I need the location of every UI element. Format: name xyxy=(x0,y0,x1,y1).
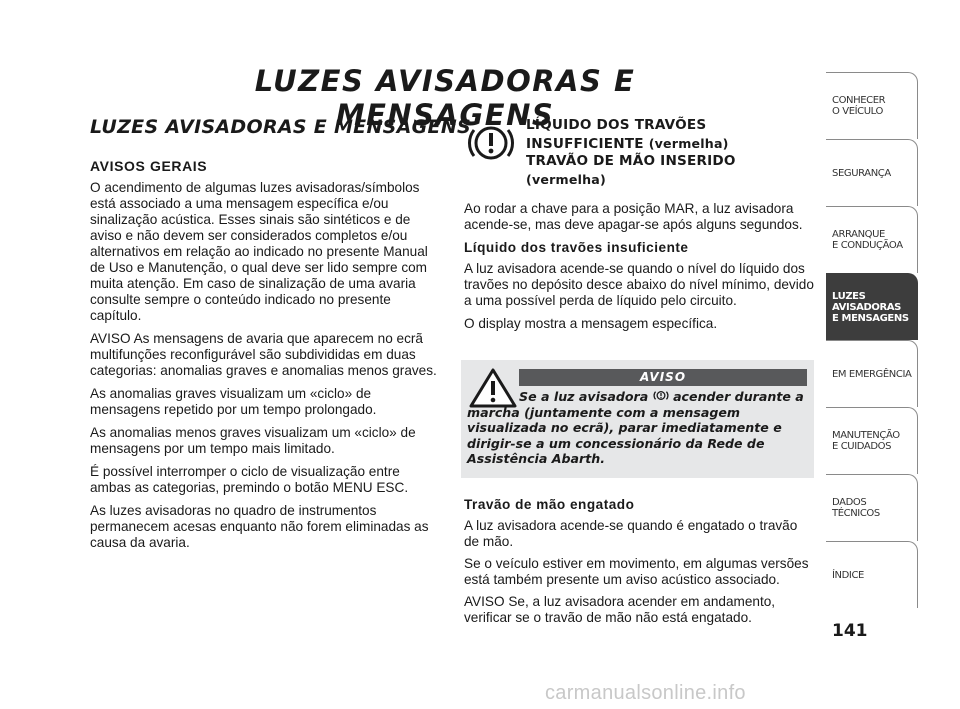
heading-line: TRAVÃO DE MÃO INSERIDO xyxy=(526,153,736,169)
left-column xyxy=(90,158,438,558)
sidebar-tab-conhecer[interactable] xyxy=(826,72,918,139)
right-paragraph: A luz avisadora acende-se quando é engatado o travão de mão. xyxy=(464,518,798,549)
tab-label: EM EMERGÊNCIA xyxy=(832,368,912,380)
left-paragraph: As anomalias menos graves visualizam um «ciclo» de mensagens por um tempo mais limitado. xyxy=(90,425,416,456)
sidebar-tab-seguranca[interactable] xyxy=(826,139,918,206)
tab-label: ÍNDICE xyxy=(832,569,864,581)
subsection-title: Líquido dos travões insuficiente xyxy=(464,240,689,255)
heading-line: LÍQUIDO DOS TRAVÕES xyxy=(526,117,707,133)
brake-warning-small-icon xyxy=(653,389,669,402)
tab-label: LUZES AVISADORAS E MENSAGENS xyxy=(832,290,909,324)
tab-label: ARRANQUE E CONDUÇÃOA xyxy=(832,229,903,251)
aviso-label: AVISO xyxy=(519,369,807,386)
sidebar-tab-luzes-active[interactable] xyxy=(826,273,918,340)
tab-label: DADOS TÉCNICOS xyxy=(832,497,880,519)
right-paragraph: A luz avisadora acende-se quando o nível do líquido dos travões no depósito desce abaixo do nível mínimo, devido a uma possível perda de líquido pelo circuito. xyxy=(464,261,814,308)
color-note: (vermelha) xyxy=(526,171,606,187)
tab-label: CONHECER O VEÍCULO xyxy=(832,95,886,117)
right-column xyxy=(464,201,814,339)
aviso-text xyxy=(467,389,807,467)
left-paragraph: O acendimento de algumas luzes avisadoras/símbolos está associado a uma mensagem específica e/ou sinalização acústica. Esses sinais são sintéticos e de aviso e não devem ser considerados completos e/ou alternativos em relação ao indicado no presente Manual de Uso e Manutenção, o qual deve ser lido sempre com muita atenção. Em caso de sinalização de uma avaria consulte sempre o conteúdo indicado no presente capítulo. xyxy=(90,180,428,323)
right-column-lower xyxy=(464,497,814,632)
left-paragraph: As anomalias graves visualizam um «ciclo» de mensagens repetido por um tempo prolongado. xyxy=(90,386,377,417)
page-number: 141 xyxy=(832,621,868,641)
chapter-sidebar xyxy=(826,72,918,608)
general-warnings-heading: AVISOS GERAIS xyxy=(90,158,208,174)
aviso-text-part: Se a luz avisadora xyxy=(519,389,649,404)
subsection-title: Travão de mão engatado xyxy=(464,497,635,512)
right-paragraph: AVISO Se, a luz avisadora acender em andamento, verificar se o travão de mão não está engatado. xyxy=(464,594,776,625)
brake-warning-heading xyxy=(526,117,766,188)
tab-label: SEGURANÇA xyxy=(832,167,891,179)
sidebar-tab-indice[interactable] xyxy=(826,541,918,608)
left-paragraph: É possível interromper o ciclo de visualização entre ambas as categorias, premindo o botão MENU ESC. xyxy=(90,464,409,495)
page-title: LUZES AVISADORAS E MENSAGENS xyxy=(254,64,636,132)
sidebar-tab-manutencao[interactable] xyxy=(826,407,918,474)
left-paragraph: As luzes avisadoras no quadro de instrumentos permanecem acesas enquanto não forem eliminadas as causa da avaria. xyxy=(90,503,429,550)
aviso-text-part: acender durante a marcha (juntamente com a mensagem visualizada no ecrã), parar imediatamente e dirigir-se a um concessionário da Rede de Assistência Abarth. xyxy=(467,389,804,467)
right-paragraph: Se o veículo estiver em movimento, em algumas versões está também presente um aviso acústico associado. xyxy=(464,556,809,587)
sidebar-tab-dados[interactable] xyxy=(826,474,918,541)
section-title: LUZES AVISADORAS E MENSAGENS xyxy=(90,116,472,138)
right-paragraph: O display mostra a mensagem específica. xyxy=(464,316,718,331)
sidebar-tab-arranque[interactable] xyxy=(826,206,918,273)
heading-line: INSUFFICIENTE xyxy=(526,135,644,152)
brake-warning-icon xyxy=(466,118,516,168)
color-note: (vermelha) xyxy=(648,135,729,151)
sidebar-tab-emergencia[interactable] xyxy=(826,340,918,407)
aviso-box xyxy=(461,360,814,478)
tab-label: MANUTENÇÃO E CUIDADOS xyxy=(832,430,900,452)
intro-text: Ao rodar a chave para a posição MAR, a luz avisadora acende-se, mas deve apagar-se após alguns segundos. xyxy=(464,201,803,232)
watermark: carmanualsonline.info xyxy=(545,682,746,704)
left-paragraph: AVISO As mensagens de avaria que aparecem no ecrã multifunções reconfigurável são subdivididas em duas categorias: anomalias graves e anomalias menos graves. xyxy=(90,331,437,378)
